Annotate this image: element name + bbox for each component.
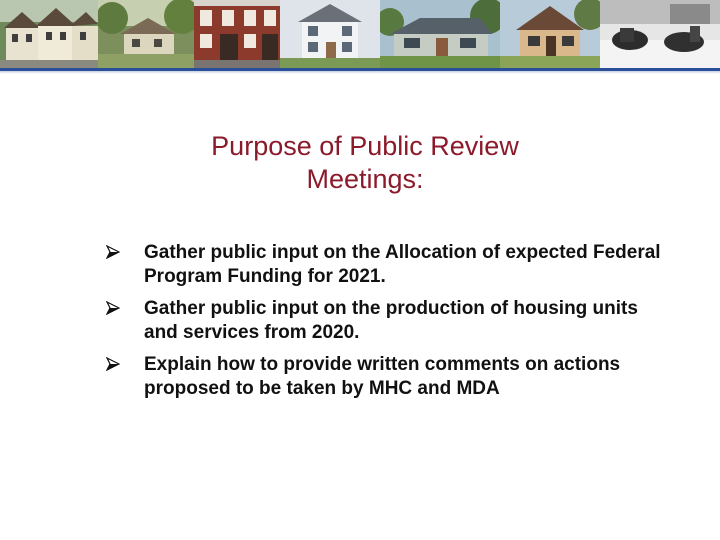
brick-rowhouse-photo [194,0,280,68]
bullet-text: Gather public input on the Allocation of expected Federal Program Funding for 2021. [144,242,661,287]
two-story-house-photo [280,0,380,68]
bullet-text: Explain how to provide written comments on actions proposed to be taken by MHC and MDA [144,354,621,399]
ranch-house-photo [380,0,500,68]
arrowhead-bullet-icon [106,357,120,371]
arrowhead-bullet-icon [106,245,120,259]
bullet-item [106,353,666,401]
bw-winter-photo [600,0,720,68]
photo-banner [0,0,720,68]
small-bungalow-photo [500,0,600,68]
bullet-list [106,241,666,409]
bullet-text: Gather public input on the production of housing units and services from 2020. [144,298,638,343]
bullet-item [106,297,666,345]
bullet-item [106,241,666,289]
townhouses-photo [0,0,98,68]
arrowhead-bullet-icon [106,301,120,315]
cottage-photo [98,0,194,68]
slide-title: Purpose of Public Review Meetings: [211,131,519,194]
banner-rule-shadow [0,71,720,74]
